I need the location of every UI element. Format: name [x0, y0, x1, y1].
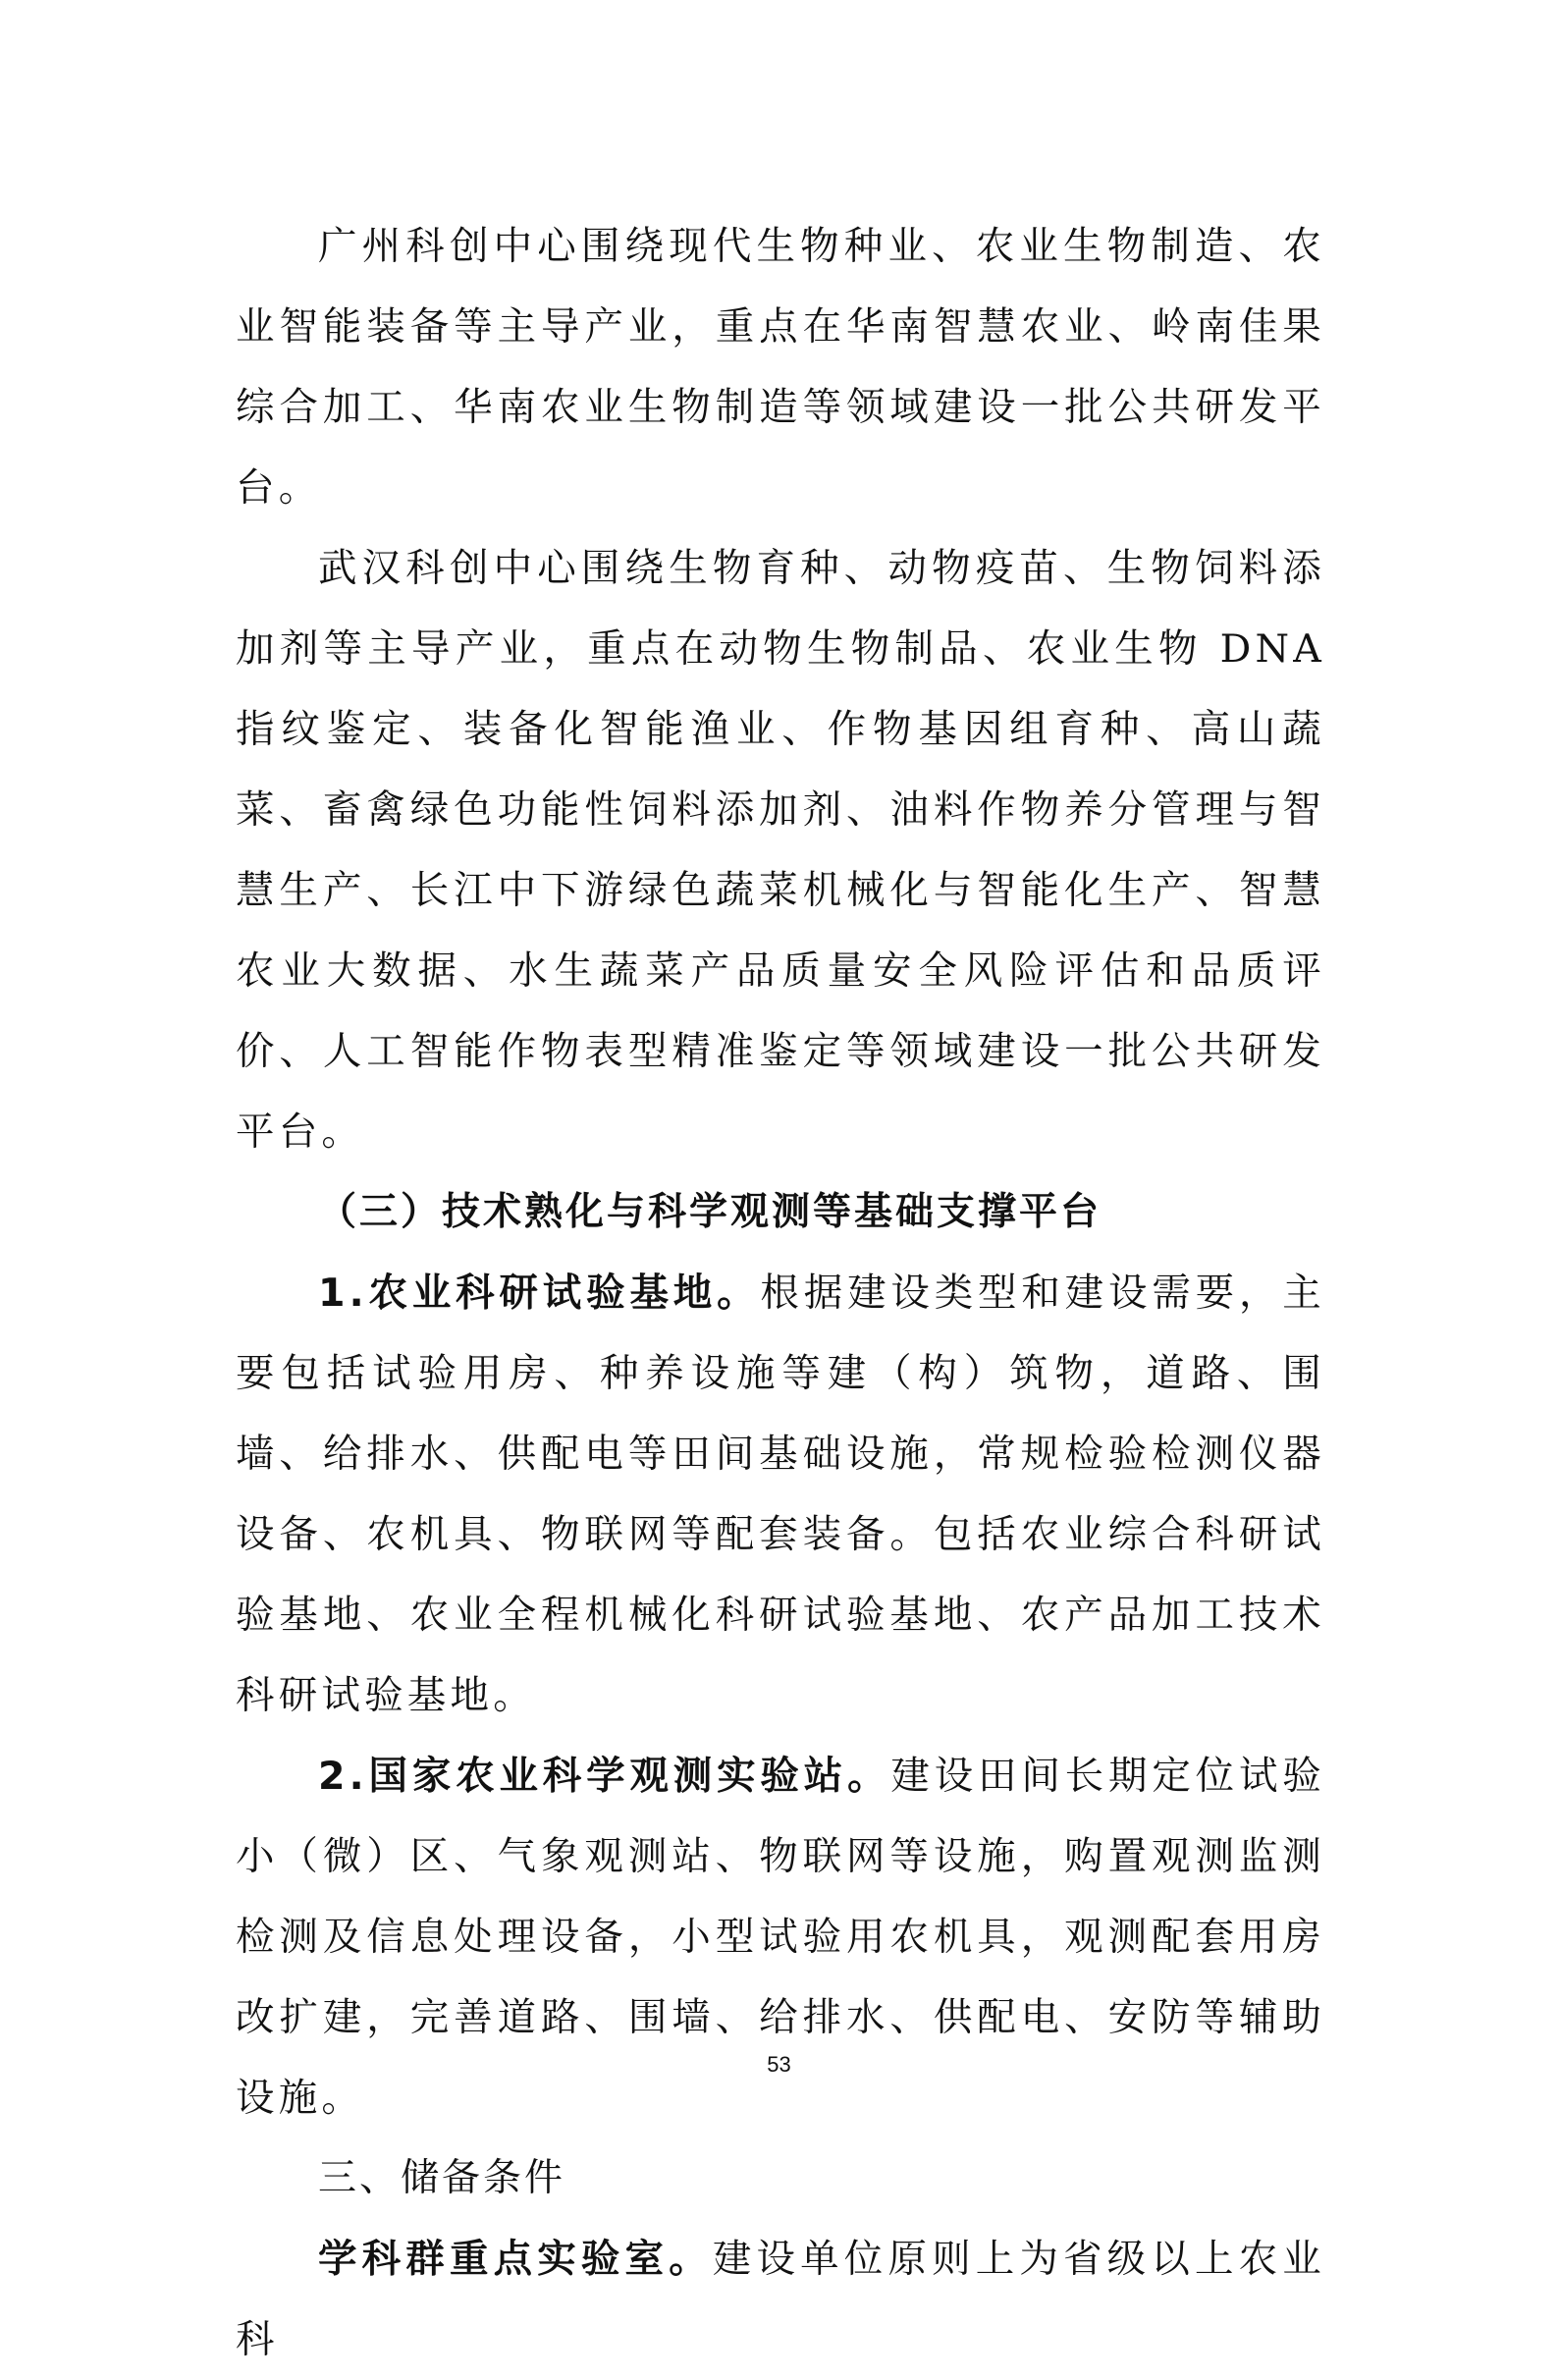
page-number: 53 [767, 2052, 791, 2077]
item-key-laboratory [236, 2219, 1325, 2380]
item-observation-station-text: 建设田间长期定位试验小（微）区、气象观测站、物联网等设施，购置观测监测检测及信息处理设备，小型试验用农机具，观测配套用房改扩建，完善道路、围墙、给排水、供配电、安防等辅助设施。 [236, 1754, 1325, 2121]
paragraph-wuhan: 武汉科创中心围绕生物育种、动物疫苗、生物饲料添加剂等主导产业，重点在动物生物制品、农业生物 DNA 指纹鉴定、装备化智能渔业、作物基因组育种、高山蔬菜、畜禽绿色功能性饲料添加剂、油料作物养分管理与智慧生产、长江中下游绿色蔬菜机械化与智能化生产、智慧农业大数据、水生蔬菜产品质量安全风险评估和品质评价、人工智能作物表型精准鉴定等领域建设一批公共研发平台。 [236, 546, 1325, 1155]
paragraph-guangzhou: 广州科创中心围绕现代生物种业、农业生物制造、农业智能装备等主导产业，重点在华南智慧农业、岭南佳果综合加工、华南农业生物制造等领域建设一批公共研发平台。 [236, 224, 1325, 511]
section-heading-three: （三）技术熟化与科学观测等基础支撑平台 [318, 1190, 1102, 1234]
item-key-laboratory-text: 建设单位原则上为省级以上农业科 [236, 2237, 1325, 2362]
item-research-base-lead: 1.农业科研试验基地。 [318, 1271, 761, 1316]
item-observation-station-lead: 2.国家农业科学观测实验站。 [318, 1754, 891, 1799]
item-research-base [236, 1253, 1325, 1736]
reserve-conditions-heading: 三、储备条件 [318, 2156, 566, 2200]
item-observation-station [236, 1736, 1325, 2138]
item-key-laboratory-lead: 学科群重点实验室。 [318, 2237, 713, 2282]
item-research-base-text: 根据建设类型和建设需要，主要包括试验用房、种养设施等建（构）筑物，道路、围墙、给排水、供配电等田间基础设施，常规检验检测仪器设备、农机具、物联网等配套装备。包括农业综合科研试验基地、农业全程机械化科研试验基地、农产品加工技术科研试验基地。 [236, 1271, 1325, 1718]
